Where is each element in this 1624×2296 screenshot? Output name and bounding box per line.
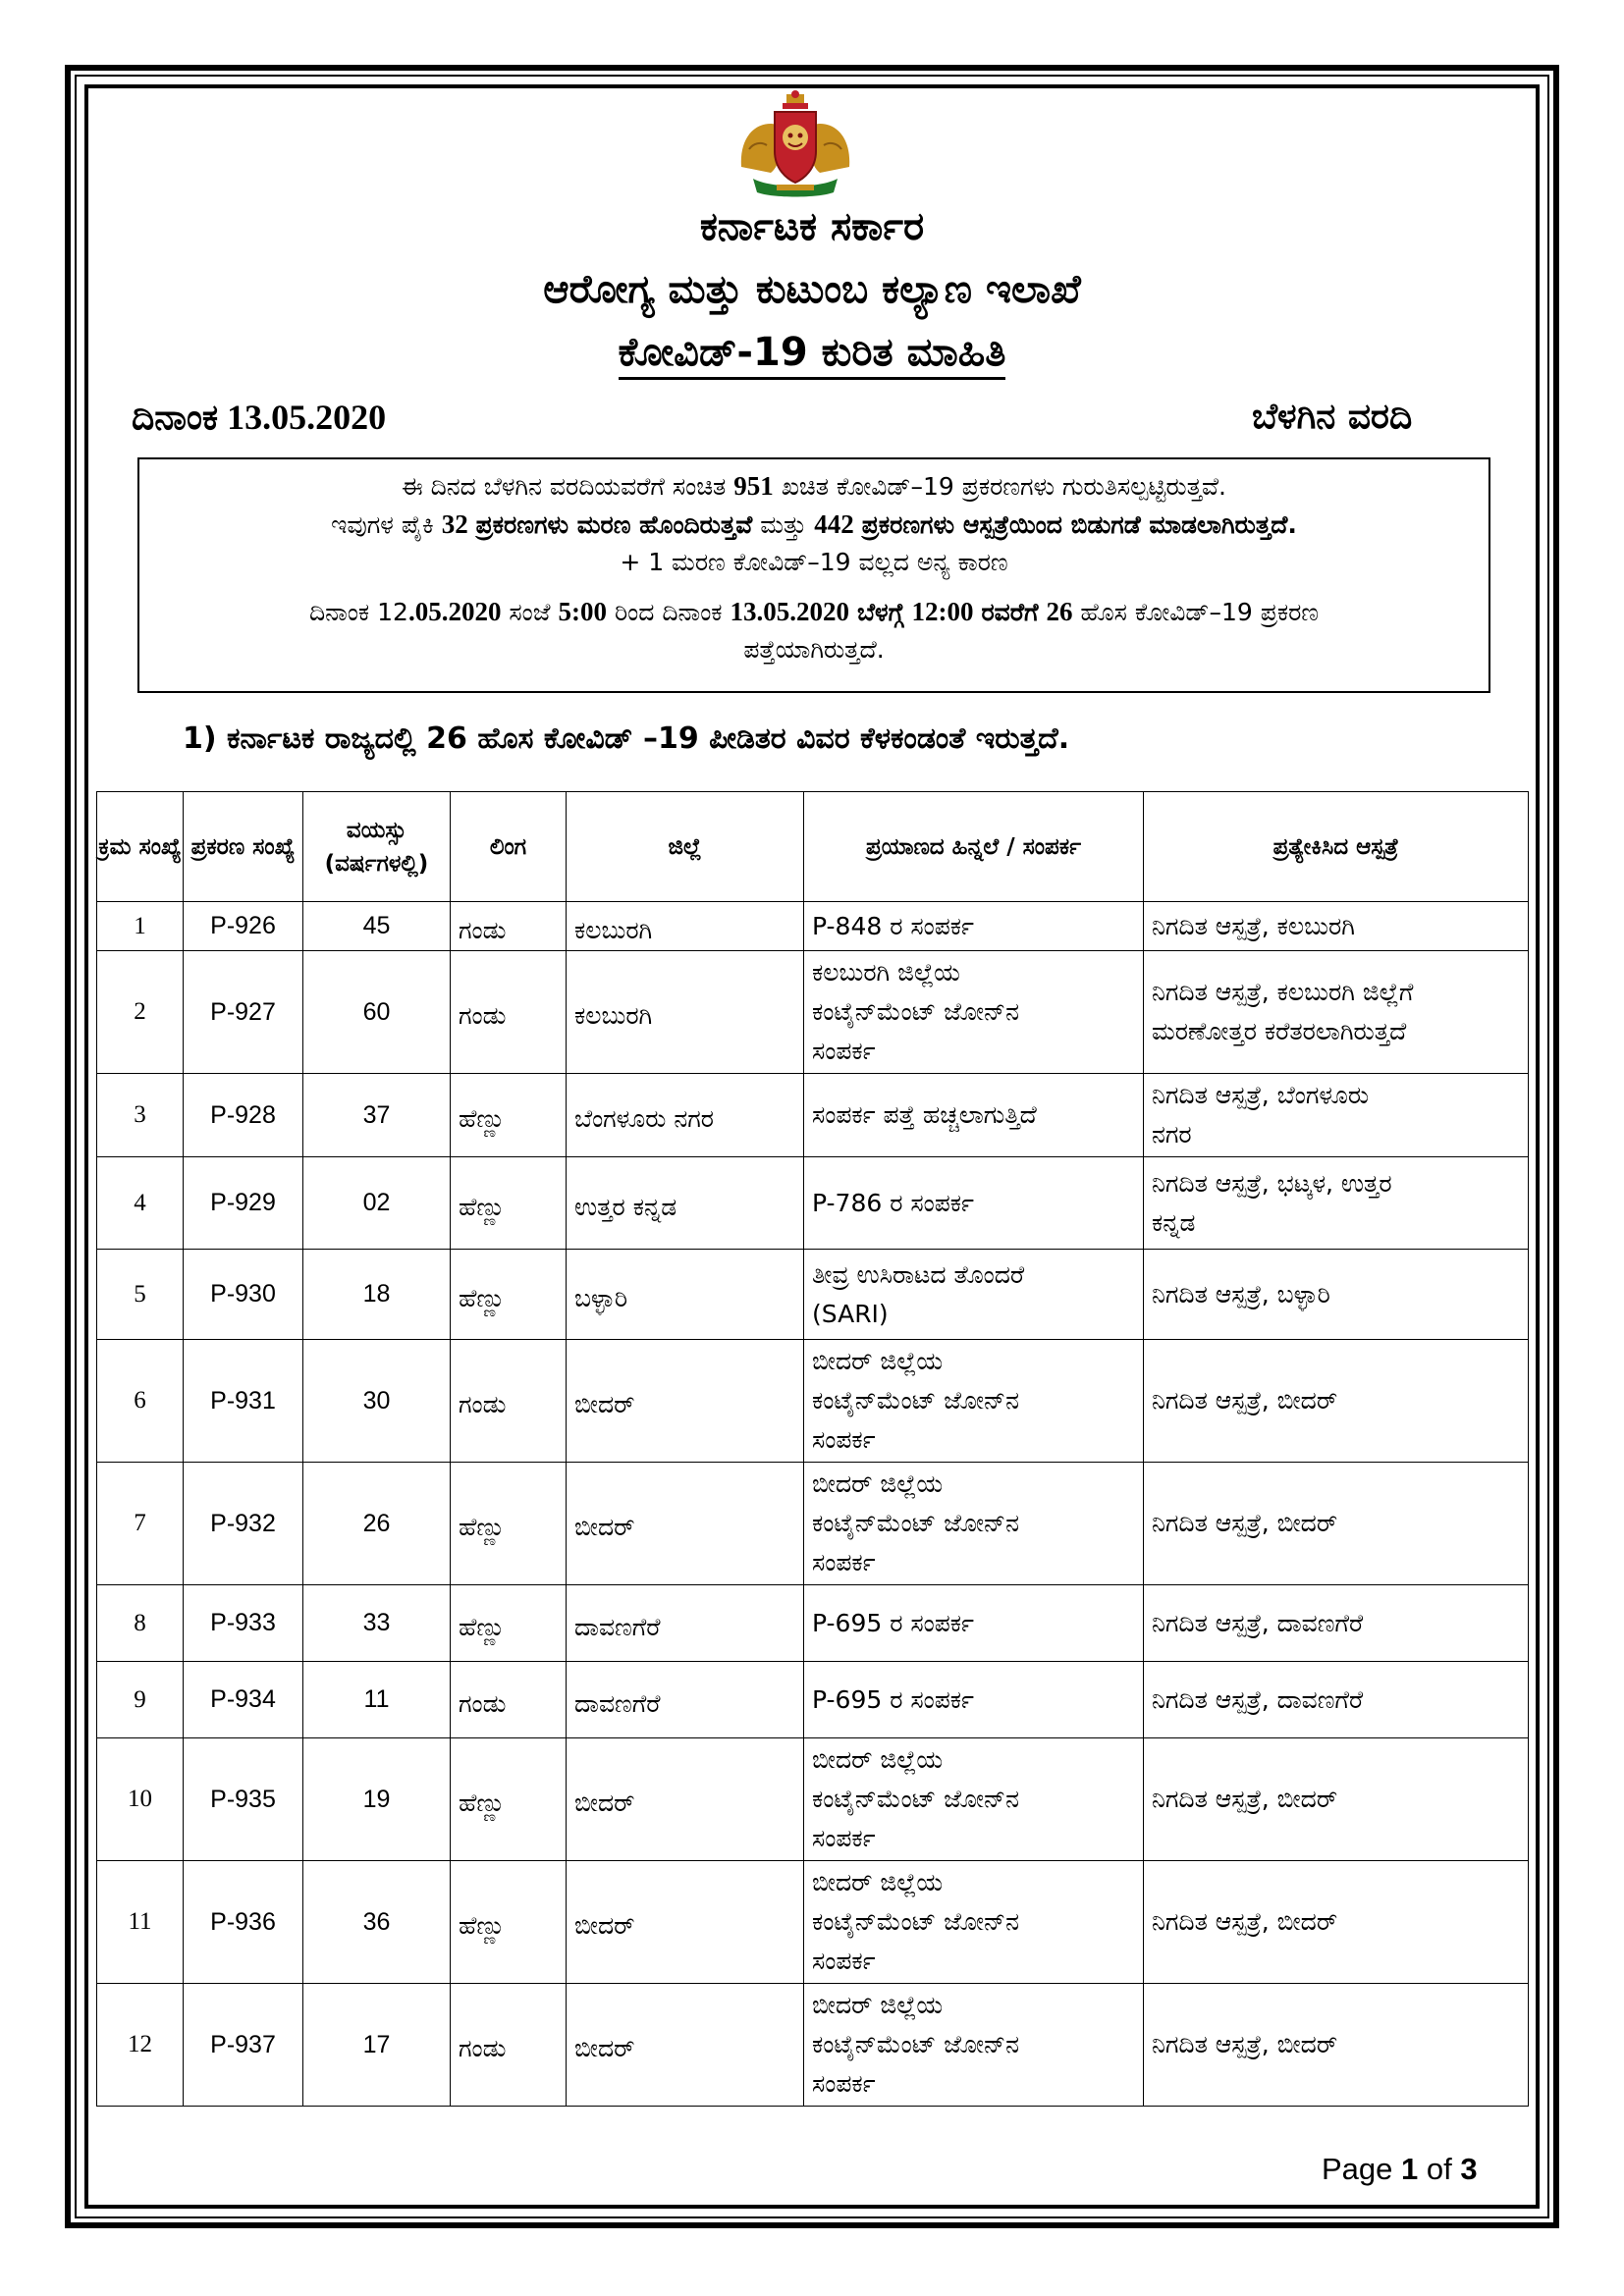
table-row xyxy=(97,1662,1529,1738)
table-row xyxy=(97,1585,1529,1662)
row-sex: ಹೆಣ್ಣು xyxy=(451,1250,567,1340)
row-sex: ಹೆಣ್ಣು xyxy=(451,1738,567,1861)
row-district: ಬೀದರ್ xyxy=(567,1340,804,1463)
row-case-id: P-933 xyxy=(184,1585,303,1662)
row-sex: ಹೆಣ್ಣು xyxy=(451,1074,567,1157)
header-age: ವಯಸ್ಸು (ವರ್ಷಗಳಲ್ಲಿ) xyxy=(303,792,451,902)
summary-line-5: ಪತ್ತೆಯಾಗಿರುತ್ತದೆ. xyxy=(743,635,885,664)
row-case-id: P-929 xyxy=(184,1157,303,1250)
row-sex: ಗಂಡು xyxy=(451,951,567,1074)
row-hospital: ನಿಗದಿತ ಆಸ್ಪತ್ರೆ, ಕಲಬುರಗಿ ಜಿಲ್ಲೆಗೆ ಮರಣೋತ್ತರ ಕರೆತರಲಾಗಿರುತ್ತದೆ xyxy=(1144,951,1529,1074)
row-sex: ಹೆಣ್ಣು xyxy=(451,1861,567,1984)
table-row xyxy=(97,1984,1529,2107)
row-district: ಬಳ್ಳಾರಿ xyxy=(567,1250,804,1340)
page-total: 3 xyxy=(1460,2152,1478,2186)
row-hospital: ನಿಗದಿತ ಆಸ್ಪತ್ರೆ, ಭಟ್ಕಳ, ಉತ್ತರ ಕನ್ನಡ xyxy=(1144,1157,1529,1250)
row-district: ದಾವಣಗೆರೆ xyxy=(567,1662,804,1738)
row-hospital: ನಿಗದಿತ ಆಸ್ಪತ್ರೆ, ಕಲಬುರಗಿ xyxy=(1144,902,1529,951)
summary-line-4 xyxy=(139,593,1489,631)
page-label: Page xyxy=(1322,2152,1393,2186)
row-age: 17 xyxy=(303,1984,451,2107)
row-sno: 3 xyxy=(97,1074,184,1157)
row-sno: 9 xyxy=(97,1662,184,1738)
summary-text: ರಿಂದ ದಿನಾಂಕ xyxy=(614,598,723,626)
row-contact: ಸಂಪರ್ಕ ಪತ್ತೆ ಹಚ್ಚಲಾಗುತ್ತಿದೆ xyxy=(804,1074,1144,1157)
header-case-id: ಪ್ರಕರಣ ಸಂಖ್ಯೆ xyxy=(184,792,303,902)
table-row xyxy=(97,1463,1529,1585)
row-sno: 7 xyxy=(97,1463,184,1585)
subject-title-text: ಕೋವಿಡ್-19 ಕುರಿತ ಮಾಹಿತಿ xyxy=(619,330,1006,380)
row-case-id: P-928 xyxy=(184,1074,303,1157)
summary-text: ರವರೆಗೆ xyxy=(981,598,1039,626)
row-contact: P-695 ರ ಸಂಪರ್ಕ xyxy=(804,1662,1144,1738)
row-age: 18 xyxy=(303,1250,451,1340)
header-sex: ಲಿಂಗ xyxy=(451,792,567,902)
death-count: 32 xyxy=(441,509,468,539)
row-age: 45 xyxy=(303,902,451,951)
table-row xyxy=(97,951,1529,1074)
row-sex: ಹೆಣ್ಣು xyxy=(451,1157,567,1250)
row-sno: 12 xyxy=(97,1984,184,2107)
row-district: ದಾವಣಗೆರೆ xyxy=(567,1585,804,1662)
page-of-label: of xyxy=(1426,2152,1452,2186)
row-case-id: P-935 xyxy=(184,1738,303,1861)
row-district: ಬೀದರ್ xyxy=(567,1861,804,1984)
summary-text: ಬೆಳಗ್ಗೆ xyxy=(856,598,904,626)
row-age: 19 xyxy=(303,1738,451,1861)
row-case-id: P-932 xyxy=(184,1463,303,1585)
row-hospital: ನಿಗದಿತ ಆಸ್ಪತ್ರೆ, ಬೆಂಗಳೂರು ನಗರ xyxy=(1144,1074,1529,1157)
row-contact: ಬೀದರ್ ಜಿಲ್ಲೆಯ ಕಂಟೈನ್‌ಮೆಂಟ್ ಜೋನ್‌ನ ಸಂಪರ್ಕ xyxy=(804,1340,1144,1463)
row-hospital: ನಿಗದಿತ ಆಸ್ಪತ್ರೆ, ಬೀದರ್ xyxy=(1144,1340,1529,1463)
page-current: 1 xyxy=(1401,2152,1419,2186)
summary-text: ಖಚಿತ ಕೋವಿಡ್–19 ಪ್ರಕರಣಗಳು ಗುರುತಿಸಲ್ಪಟ್ಟಿರುತ್ತವೆ. xyxy=(781,472,1227,501)
row-contact: ತೀವ್ರ ಉಸಿರಾಟದ ತೊಂದರೆ (SARI) xyxy=(804,1250,1144,1340)
section-title: 1) ಕರ್ನಾಟಕ ರಾಜ್ಯದಲ್ಲಿ 26 ಹೊಸ ಕೋವಿಡ್ –19 ಪೀಡಿತರ ವಿವರ ಕೆಳಕಂಡಂತೆ ಇರುತ್ತದೆ. xyxy=(183,721,1070,756)
row-age: 26 xyxy=(303,1463,451,1585)
subject-title xyxy=(0,330,1624,375)
row-sex: ಗಂಡು xyxy=(451,1984,567,2107)
government-title: ಕರ್ನಾಟಕ ಸರ್ಕಾರ xyxy=(699,204,925,249)
summary-date: 13.05.2020 xyxy=(730,597,849,626)
department-title: ಆರೋಗ್ಯ ಮತ್ತು ಕುಟುಂಬ ಕಲ್ಯಾಣ ಇಲಾಖೆ xyxy=(543,267,1081,312)
row-hospital: ನಿಗದಿತ ಆಸ್ಪತ್ರೆ, ಬೀದರ್ xyxy=(1144,1463,1529,1585)
row-sno: 4 xyxy=(97,1157,184,1250)
summary-box xyxy=(137,457,1490,693)
summary-text: ಪ್ರಕರಣಗಳು ಮರಣ ಹೊಂದಿರುತ್ತವೆ xyxy=(475,510,753,539)
row-contact: ಬೀದರ್ ಜಿಲ್ಲೆಯ ಕಂಟೈನ್‌ಮೆಂಟ್ ಜೋನ್‌ನ ಸಂಪರ್ಕ xyxy=(804,1738,1144,1861)
row-contact: P-848 ರ ಸಂಪರ್ಕ xyxy=(804,902,1144,951)
row-district: ಕಲಬುರಗಿ xyxy=(567,951,804,1074)
row-age: 60 xyxy=(303,951,451,1074)
row-district: ಉತ್ತರ ಕನ್ನಡ xyxy=(567,1157,804,1250)
table-row xyxy=(97,1738,1529,1861)
row-contact: P-786 ರ ಸಂಪರ್ಕ xyxy=(804,1157,1144,1250)
row-age: 02 xyxy=(303,1157,451,1250)
row-sno: 11 xyxy=(97,1861,184,1984)
cases-table xyxy=(96,791,1529,2107)
table-row xyxy=(97,1340,1529,1463)
row-case-id: P-936 xyxy=(184,1861,303,1984)
table-row xyxy=(97,1861,1529,1984)
row-age: 11 xyxy=(303,1662,451,1738)
summary-text: ಇವುಗಳ ಪೈಕಿ xyxy=(331,510,434,539)
row-district: ಕಲಬುರಗಿ xyxy=(567,902,804,951)
row-hospital: ನಿಗದಿತ ಆಸ್ಪತ್ರೆ, ಬೀದರ್ xyxy=(1144,1861,1529,1984)
row-sex: ಹೆಣ್ಣು xyxy=(451,1463,567,1585)
summary-time: 12:00 xyxy=(911,597,974,626)
summary-text: ಪ್ರಕರಣಗಳು ಆಸ್ಪತ್ರೆಯಿಂದ ಬಿಡುಗಡೆ ಮಾಡಲಾಗಿರುತ್ತದೆ. xyxy=(861,510,1297,539)
header-sno: ಕ್ರಮ ಸಂಖ್ಯೆ xyxy=(97,792,184,902)
new-case-count: 26 xyxy=(1046,597,1073,626)
row-case-id: P-934 xyxy=(184,1662,303,1738)
row-contact: ಬೀದರ್ ಜಿಲ್ಲೆಯ ಕಂಟೈನ್‌ಮೆಂಟ್ ಜೋನ್‌ನ ಸಂಪರ್ಕ xyxy=(804,1463,1144,1585)
header-district: ಜಿಲ್ಲೆ xyxy=(567,792,804,902)
row-sex: ಗಂಡು xyxy=(451,1662,567,1738)
header-contact: ಪ್ರಯಾಣದ ಹಿನ್ನಲೆ / ಸಂಪರ್ಕ xyxy=(804,792,1144,902)
discharged-count: 442 xyxy=(814,509,854,539)
row-sno: 1 xyxy=(97,902,184,951)
summary-text: ಈ ದಿನದ ಬೆಳಗಿನ ವರದಿಯವರೆಗೆ ಸಂಚಿತ xyxy=(401,472,727,501)
row-hospital: ನಿಗದಿತ ಆಸ್ಪತ್ರೆ, ದಾವಣಗೆರೆ xyxy=(1144,1585,1529,1662)
row-sno: 5 xyxy=(97,1250,184,1340)
report-date: ದಿನಾಂಕ 13.05.2020 xyxy=(132,398,387,437)
row-case-id: P-927 xyxy=(184,951,303,1074)
row-sno: 10 xyxy=(97,1738,184,1861)
summary-text: ಸಂಜೆ xyxy=(509,598,551,626)
row-hospital: ನಿಗದಿತ ಆಸ್ಪತ್ರೆ, ಬಳ್ಳಾರಿ xyxy=(1144,1250,1529,1340)
table-header-row xyxy=(97,792,1529,902)
row-case-id: P-937 xyxy=(184,1984,303,2107)
row-district: ಬೀದರ್ xyxy=(567,1738,804,1861)
row-age: 33 xyxy=(303,1585,451,1662)
summary-line-3: + 1 ಮರಣ ಕೋವಿಡ್–19 ವಲ್ಲದ ಅನ್ಯ ಕಾರಣ xyxy=(620,548,1008,576)
summary-date: .05.2020 xyxy=(407,597,502,626)
table-row xyxy=(97,1250,1529,1340)
row-case-id: P-930 xyxy=(184,1250,303,1340)
row-sex: ಹೆಣ್ಣು xyxy=(451,1585,567,1662)
row-contact: ಬೀದರ್ ಜಿಲ್ಲೆಯ ಕಂಟೈನ್‌ಮೆಂಟ್ ಜೋನ್‌ನ ಸಂಪರ್ಕ xyxy=(804,1984,1144,2107)
summary-line-2 xyxy=(139,506,1489,544)
header-hospital: ಪ್ರತ್ಯೇಕಿಸಿದ ಆಸ್ಪತ್ರೆ xyxy=(1144,792,1529,902)
row-sno: 6 xyxy=(97,1340,184,1463)
page-number xyxy=(1322,2152,1478,2187)
row-hospital: ನಿಗದಿತ ಆಸ್ಪತ್ರೆ, ಬೀದರ್ xyxy=(1144,1738,1529,1861)
report-type: ಬೆಳಗಿನ ವರದಿ xyxy=(1252,397,1413,437)
row-contact: ಕಲಬುರಗಿ ಜಿಲ್ಲೆಯ ಕಂಟೈನ್‌ಮೆಂಟ್ ಜೋನ್‌ನ ಸಂಪರ್ಕ xyxy=(804,951,1144,1074)
row-sex: ಗಂಡು xyxy=(451,1340,567,1463)
summary-text: ದಿನಾಂಕ 12 xyxy=(308,598,408,626)
row-hospital: ನಿಗದಿತ ಆಸ್ಪತ್ರೆ, ಬೀದರ್ xyxy=(1144,1984,1529,2107)
row-age: 36 xyxy=(303,1861,451,1984)
summary-text: ಹೊಸ ಕೋವಿಡ್–19 ಪ್ರಕರಣ xyxy=(1080,598,1320,626)
cumulative-count: 951 xyxy=(733,471,774,501)
row-age: 30 xyxy=(303,1340,451,1463)
row-district: ಬೀದರ್ xyxy=(567,1463,804,1585)
karnataka-emblem-icon xyxy=(731,90,859,200)
row-sex: ಗಂಡು xyxy=(451,902,567,951)
row-district: ಬೆಂಗಳೂರು ನಗರ xyxy=(567,1074,804,1157)
table-row xyxy=(97,1074,1529,1157)
row-case-id: P-926 xyxy=(184,902,303,951)
row-district: ಬೀದರ್ xyxy=(567,1984,804,2107)
row-contact: ಬೀದರ್ ಜಿಲ್ಲೆಯ ಕಂಟೈನ್‌ಮೆಂಟ್ ಜೋನ್‌ನ ಸಂಪರ್ಕ xyxy=(804,1861,1144,1984)
row-sno: 2 xyxy=(97,951,184,1074)
row-hospital: ನಿಗದಿತ ಆಸ್ಪತ್ರೆ, ದಾವಣಗೆರೆ xyxy=(1144,1662,1529,1738)
row-case-id: P-931 xyxy=(184,1340,303,1463)
table-row xyxy=(97,902,1529,951)
row-sno: 8 xyxy=(97,1585,184,1662)
summary-line-1 xyxy=(139,467,1489,506)
table-row xyxy=(97,1157,1529,1250)
summary-time: 5:00 xyxy=(558,597,607,626)
summary-text: ಮತ್ತು xyxy=(760,510,807,539)
row-contact: P-695 ರ ಸಂಪರ್ಕ xyxy=(804,1585,1144,1662)
table-body xyxy=(97,902,1529,2107)
row-age: 37 xyxy=(303,1074,451,1157)
